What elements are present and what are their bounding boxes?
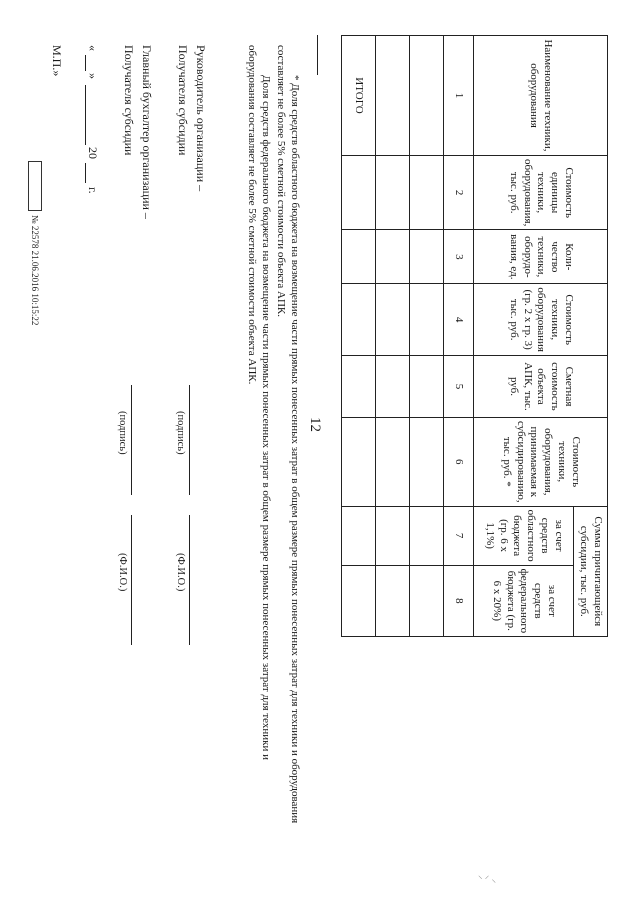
col-number-6: 6	[444, 417, 474, 506]
header-equipment-name: Наименование техники, оборудования	[474, 36, 608, 156]
rotated-page	[20, 25, 620, 885]
handwritten-marks-icon: ⸌ ⸍ ⸜	[478, 874, 497, 884]
stamp-place: М.П.»	[50, 45, 64, 77]
header-quantity: Коли-чество техники, оборудо-вания, ед.	[474, 230, 608, 284]
accountant-name-caption: (Ф.И.О.)	[117, 553, 128, 592]
head-title-line1: Руководитель организации –	[194, 45, 208, 192]
header-estimate-cost: Сметная стоимость объекта АПК, тыс. руб.	[474, 355, 608, 417]
date-year-line	[85, 163, 86, 183]
head-sign-line	[189, 385, 190, 495]
header-unit-cost: Стоимость единицы техники, оборудования, тыс. руб.	[474, 156, 608, 230]
head-name-line	[189, 515, 190, 645]
accountant-sign-caption: (подпись)	[117, 411, 128, 455]
date-year-suffix: г.	[86, 187, 100, 194]
col-number-1: 1	[444, 36, 474, 156]
footnote-regional: * Доля средств областного бюджета на возмещение части прямых понесенных затрат в общем размере прямых понесенных затрат для техники и оборудования составляет не более 5% сметной стоимости объекта АПК.	[274, 45, 301, 824]
footnote	[245, 45, 302, 825]
date-open-quote: «	[86, 45, 100, 51]
document-id: № 22578 21.06.2016 10:15:22	[30, 215, 40, 326]
header-subsidy-amount: Сумма причитающейся субсидии, тыс. руб.	[574, 506, 608, 636]
date-day-line	[85, 55, 86, 71]
accountant-name-line	[131, 515, 132, 645]
table-row	[376, 36, 410, 637]
date-close-quote: »	[86, 73, 100, 79]
header-regional-budget: за счет средств областного бюджета (гр. 6 х 1,1%)	[474, 506, 574, 565]
table-row	[410, 36, 444, 637]
col-number-7: 7	[444, 506, 474, 565]
col-number-2: 2	[444, 156, 474, 230]
subsidy-table	[341, 35, 608, 637]
header-federal-budget: за счет средств федерального бюджета (гр. 6 х 20%)	[474, 565, 574, 636]
accountant-sign-line	[131, 385, 132, 495]
col-number-4: 4	[444, 284, 474, 356]
footnote-federal: Доля средств федерального бюджета на возмещение части прямых понесенных затрат в общем размере прямых понесенных затрат для техники и оборудования составляет не более 5% сметной стоимости объекта АПК.	[246, 45, 273, 761]
accountant-title-line2: Получателя субсидии	[122, 45, 136, 156]
date-century: 20	[86, 147, 100, 159]
date-month-line	[85, 85, 86, 145]
head-title-line2: Получателя субсидии	[176, 45, 190, 156]
col-number-5: 5	[444, 355, 474, 417]
footnote-rule	[317, 35, 318, 75]
head-sign-caption: (подпись)	[175, 411, 186, 455]
total-row	[342, 36, 376, 637]
page-number: 12	[307, 417, 323, 432]
accountant-title-line1: Главный бухгалтер организации –	[140, 45, 154, 219]
total-label: ИТОГО	[342, 36, 376, 156]
head-name-caption: (Ф.И.О.)	[175, 553, 186, 592]
header-equipment-cost: Стоимость техники, оборудования (гр. 2 х гр. 3) тыс. руб.	[474, 284, 608, 356]
registration-stamp-icon	[28, 161, 42, 211]
header-subsidized-cost: Стоимость техники, оборудования, принимаемая к субсидированию, тыс. руб. *	[474, 417, 608, 506]
col-number-3: 3	[444, 230, 474, 284]
col-number-8: 8	[444, 565, 474, 636]
